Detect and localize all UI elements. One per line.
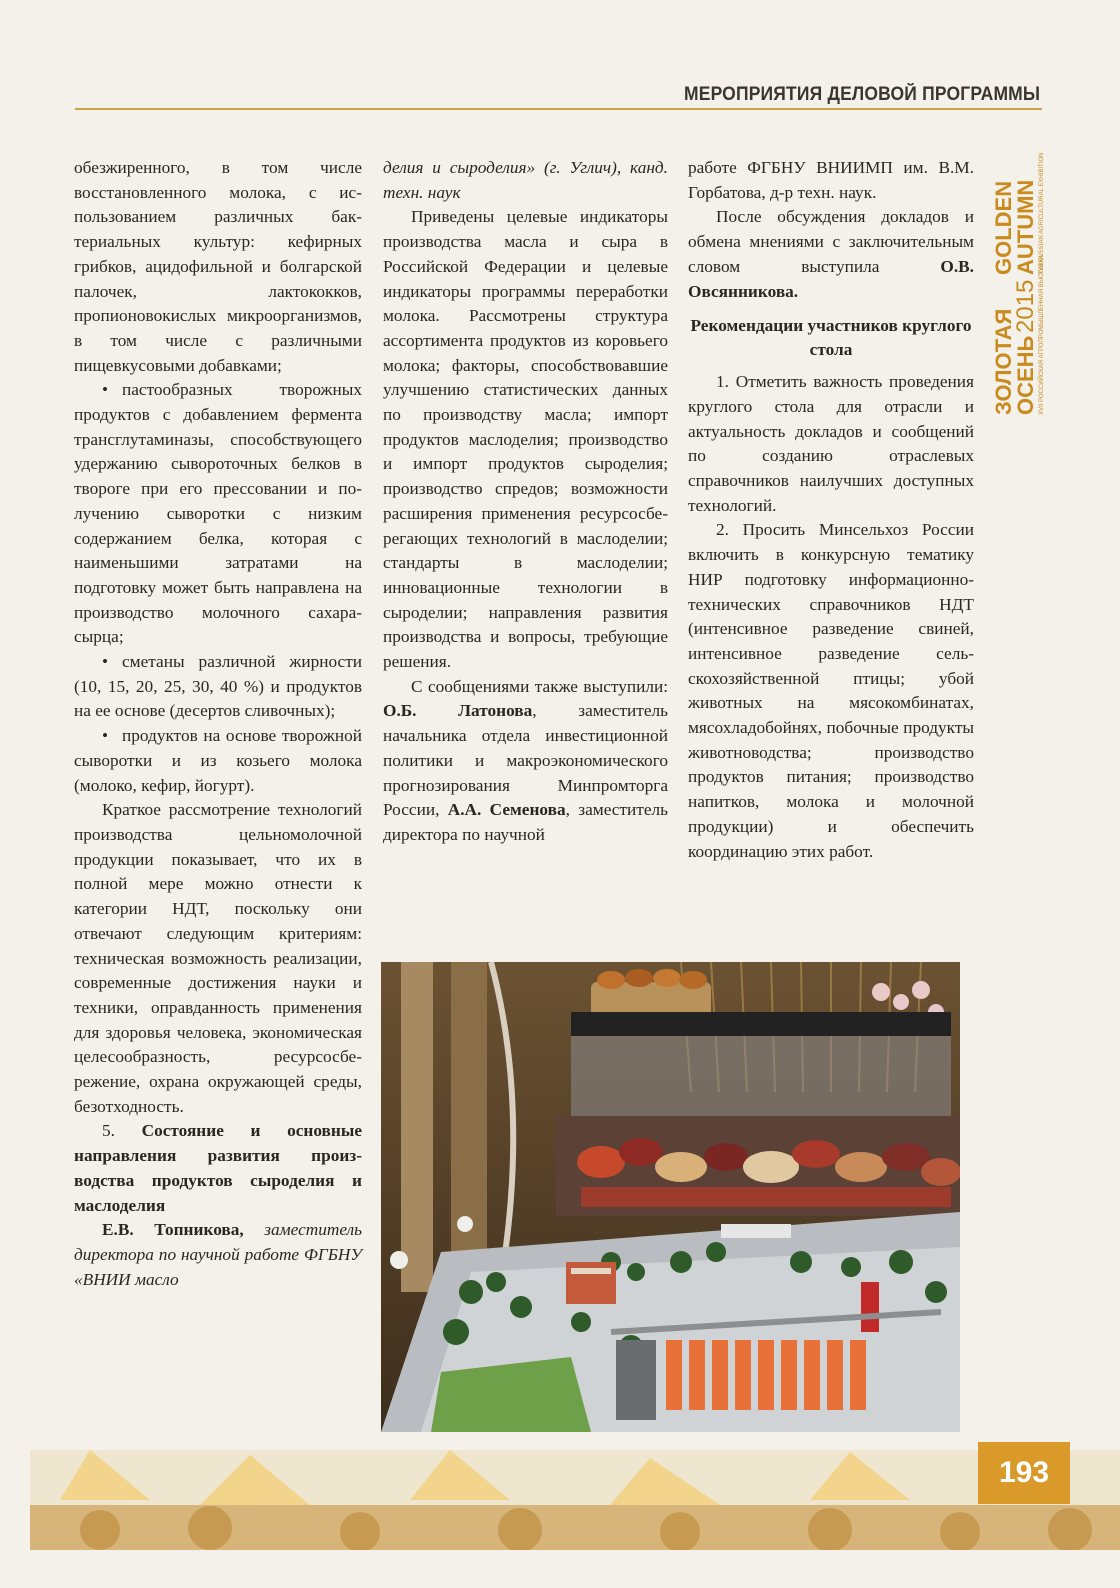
svg-text:XVII RUSSIAN AGRICULTURAL EXHI: XVII RUSSIAN AGRICULTURAL EXHIBITION (1039, 152, 1045, 275)
author-role-cont: делия и сыроделия» (г. Углич), канд. техн. наук (383, 158, 668, 202)
header-rule (75, 108, 1042, 110)
speaker-name: А.А. Семенова (447, 800, 566, 820)
paragraph: обезжиренного, в том числе восстановленного молока, с использованием различных бактериальных культур: кефирных грибков, ацидофильной и болгарской палочек, лактококков, пропионовокислых микроорганизмов, в том числе с различными пищевкусовыми добавками; (74, 158, 362, 375)
svg-text:XVII РОССИЙСКАЯ АГРОПРОМЫШЛЕНН: XVII РОССИЙСКАЯ АГРОПРОМЫШЛЕННАЯ ВЫСТАВКА (1039, 254, 1045, 415)
exhibition-photo (381, 962, 960, 1432)
column-1 (74, 156, 362, 1292)
list-item: • сметаны различной жирности (10, 15, 20, 25, 30, 40 %) и продуктов на ее основе (десертов сливочных); (74, 652, 362, 721)
header-title: МЕРОПРИЯТИЯ ДЕЛОВОЙ ПРОГРАММЫ (683, 84, 1040, 105)
recommendations-heading: Рекомендации участников круглого стола (690, 316, 972, 360)
svg-text:GOLDEN: GOLDEN (991, 180, 1016, 275)
recommendation-item: 2. Просить Минсельхоз России включить в конкурсную тематику НИР подготовку информационно-технических справочников НДТ (интенсивное разведение свиней, интенсивное разведение сельскохозяйственной птицы; убой животных на мясокомбинатах, мясохладобойнях, побочные продукты животноводства; производство продуктов питания; производство напитков, молока и молочной продукции) и обеспечить координацию этих работ. (688, 520, 974, 861)
list-item: • пастообразных творожных продуктов с добавлением фермента трансглутаминазы, способствующего удержанию сывороточных белков в твороге при его прессовании и получению сыворотки с низким содержанием белка, которая с наименьшими затратами на подготовку может быть направлена на производство молочного сахара-сырца; (74, 380, 362, 647)
svg-text:ОСЕНЬ: ОСЕНЬ (1013, 335, 1038, 415)
svg-text:AUTUMN: AUTUMN (1013, 179, 1038, 275)
author-role: заместитель директора по научной работе ФГБНУ «ВНИИ масло (74, 1220, 362, 1289)
exhibition-logo (985, 125, 1045, 425)
list-item: • продуктов на основе творожной сыворотки и из козьего молока (молоко, кефир, йогурт). (74, 726, 362, 795)
page-number: 193 (978, 1442, 1070, 1504)
speaker-name: О.В. Овсянникова. (688, 256, 974, 301)
speaker-name: О.Б. Латонова (383, 701, 533, 721)
column-3 (688, 156, 974, 864)
paragraph: Приведены целевые индикаторы производства масла и сыра в Российской Федерации и целевые индикаторы программы переработки молока. Рассмотрены структура ассортимента продуктов из коровьего молока; факторы, способствовавшие улучшению статистических данных по производству масла; импорт продуктов маслоделия; производство и импорт продуктов сыроделия; производство спредов; возможности расширения применения ресурсосберегающих технологий в маслоделии; стандарты в маслоделии; инновационные технологии в сыроделии; направления развития производства и вопросы, требующие решения. (383, 207, 668, 672)
footer-decoration (30, 1450, 1120, 1550)
bullet-icon: • (102, 726, 109, 746)
svg-text:2015: 2015 (1012, 279, 1039, 333)
recommendation-item: 1. Отметить важность проведения круглого стола для отрасли и актуальность докладов и сообщений по созданию отраслевых справочников наилучших доступных технологий. (688, 372, 974, 515)
section-heading: 5. Состояние и основные направления развития производства продуктов сыроделия и маслоделия (74, 1121, 363, 1215)
paragraph: С сообщениями также выступили: О.Б. Латонова, заместитель начальника отдела инвестиционной политики и макроэкономического прогнозирования Минпромторга России, А.А. Семенова, заместитель директора по научной (383, 676, 668, 844)
bullet-icon: • (102, 652, 109, 672)
column-2 (383, 156, 668, 848)
paragraph: Краткое рассмотрение технологий производства цельномолочной продукции показывает, что их в полной мере можно отнести к категории НДТ, поскольку они отвечают следующим критериям: техническая возможность реализации, современные достижения науки и техники, оправданность применения для здоровья человека, экономическая целесообразность, ресурсосбережение, охрана окружающей среды, безотходность. (74, 800, 362, 1116)
paragraph: работе ФГБНУ ВНИИМП им. В.М. Горбатова, д-р техн. наук. (688, 158, 974, 202)
author-name: Е.В. Топникова, (102, 1220, 244, 1240)
paragraph: После обсуждения докладов и обмена мнениями с заключительным словом выступила О.В. Овсянникова. (688, 207, 974, 301)
author-line (74, 1218, 362, 1292)
bullet-icon: • (102, 380, 109, 400)
svg-text:ЗОЛОТАЯ: ЗОЛОТАЯ (991, 308, 1016, 415)
